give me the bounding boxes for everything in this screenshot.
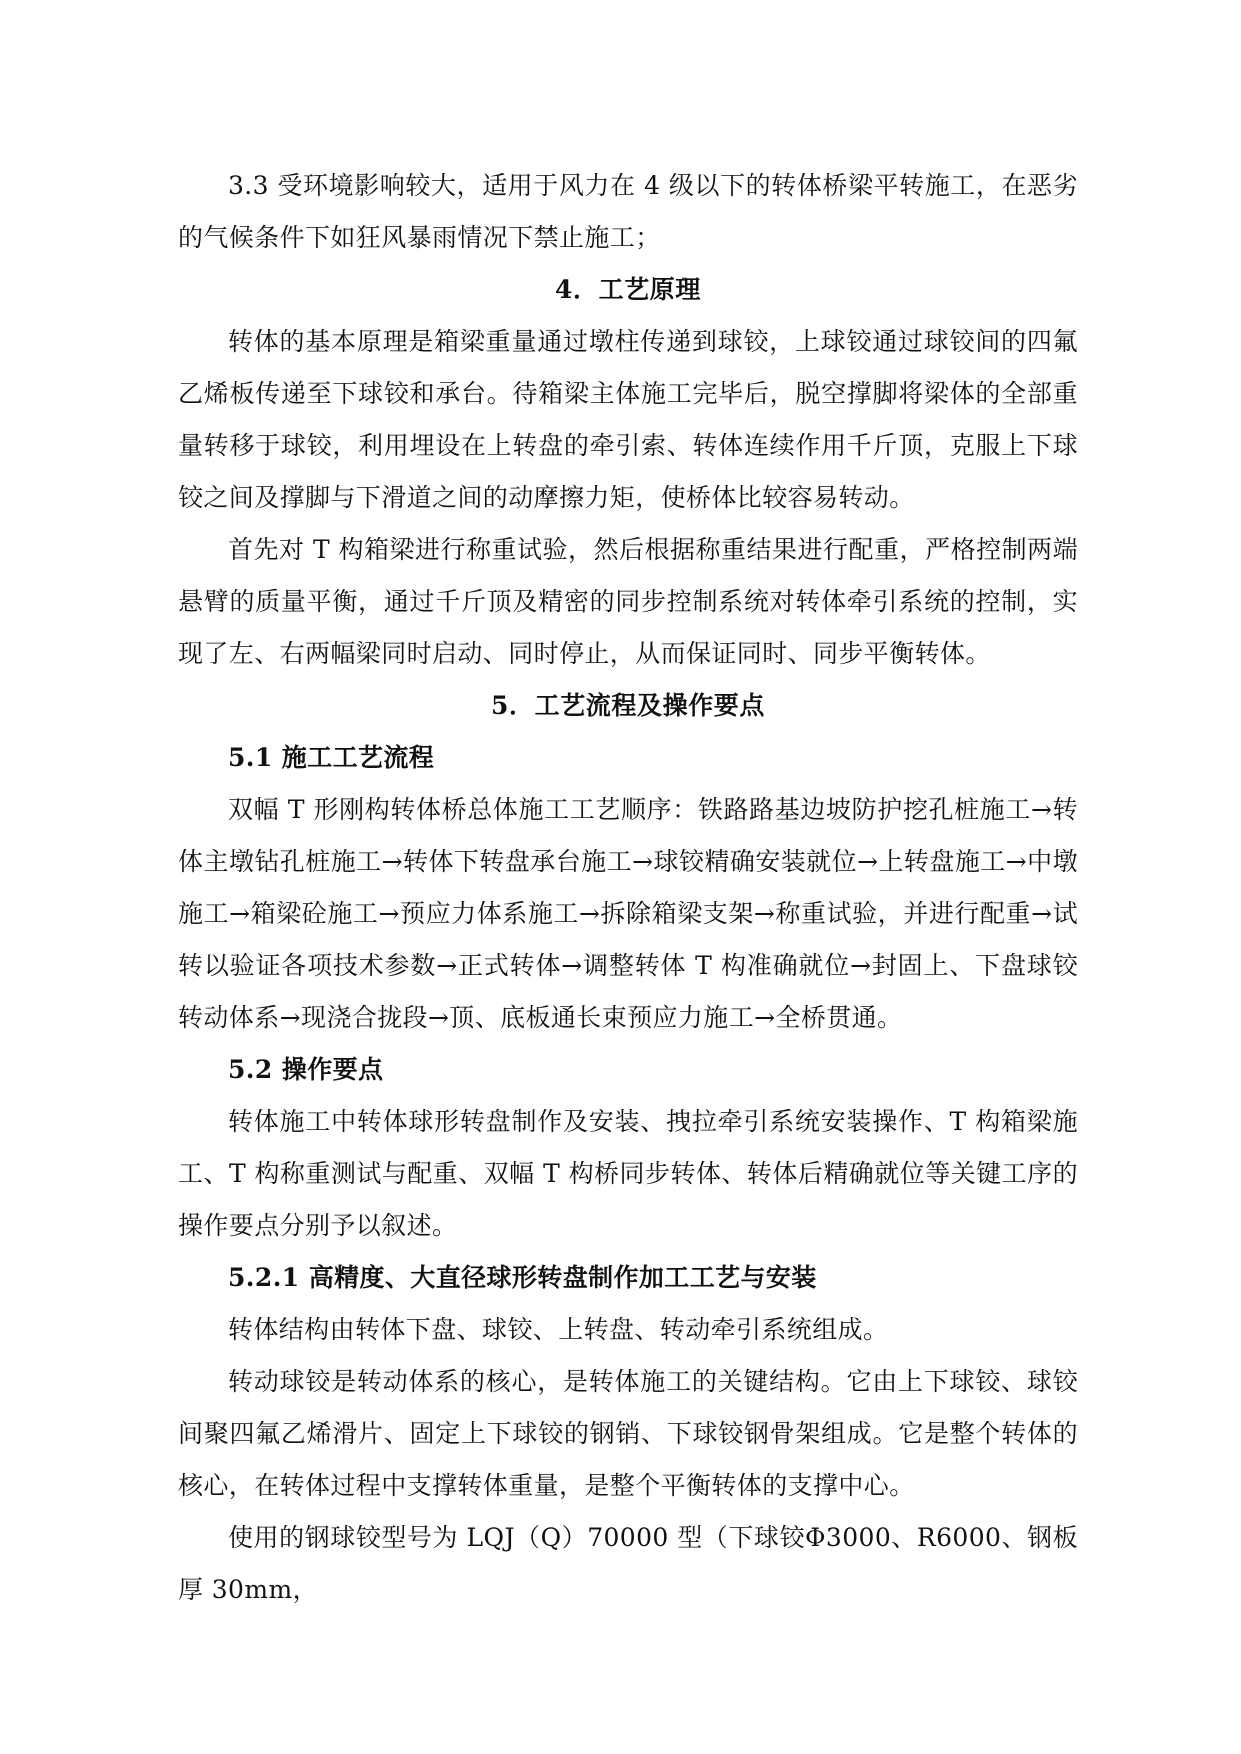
paragraph-principle-1: 转体的基本原理是箱梁重量通过墩柱传递到球铰，上球铰通过球铰间的四氟乙烯板传递至下球铰和承台。待箱梁主体施工完毕后，脱空撑脚将梁体的全部重量转移于球铰，利用埋设在上转盘的牵引索、转体连续作用千斤顶，克服上下球铰之间及撑脚与下滑道之间的动摩擦力矩，使桥体比较容易转动。 — [178, 327, 1078, 512]
subsection-heading-5-2-1: 5.2.1 高精度、大直径球形转盘制作加工工艺与安装 — [228, 1263, 817, 1292]
paragraph-principle-2: 首先对 T 构箱梁进行称重试验，然后根据称重结果进行配重，严格控制两端悬臂的质量平衡，通过千斤顶及精密的同步控制系统对转体牵引系统的控制，实现了左、右两幅梁同时启动、同时停止，从而保证同时、同步平衡转体。 — [178, 535, 1078, 668]
paragraph-structure: 转体结构由转体下盘、球铰、上转盘、转动牵引系统组成。 — [228, 1315, 889, 1344]
paragraph-operation-points: 转体施工中转体球形转盘制作及安装、拽拉牵引系统安装操作、T 构箱梁施工、T 构称重测试与配重、双幅 T 构桥同步转体、转体后精确就位等关键工序的操作要点分别予以叙述。 — [178, 1107, 1078, 1240]
subsection-heading-5-1: 5.1 施工工艺流程 — [228, 743, 435, 772]
section-heading-4: 4．工艺原理 — [555, 275, 701, 304]
paragraph-model: 使用的钢球铰型号为 LQJ（Q）70000 型（下球铰Φ3000、R6000、钢板厚 30mm， — [178, 1523, 1078, 1604]
paragraph-ball-hinge: 转动球铰是转动体系的核心，是转体施工的关键结构。它由上下球铰、球铰间聚四氟乙烯滑片、固定上下球铰的钢销、下球铰钢骨架组成。它是整个转体的核心，在转体过程中支撑转体重量，是整个平衡转体的支撑中心。 — [178, 1367, 1078, 1500]
paragraph-3-3: 3.3 受环境影响较大，适用于风力在 4 级以下的转体桥梁平转施工，在恶劣的气候条件下如狂风暴雨情况下禁止施工； — [178, 171, 1078, 252]
section-heading-5: 5．工艺流程及操作要点 — [491, 691, 765, 720]
document-body — [178, 160, 1078, 1616]
subsection-heading-5-2: 5.2 操作要点 — [228, 1055, 384, 1084]
paragraph-process-flow: 双幅 T 形刚构转体桥总体施工工艺顺序：铁路路基边坡防护挖孔桩施工→转体主墩钻孔桩施工→转体下转盘承台施工→球铰精确安装就位→上转盘施工→中墩施工→箱梁砼施工→预应力体系施工→拆除箱梁支架→称重试验，并进行配重→试转以验证各项技术参数→正式转体→调整转体 T 构准确就位→封固上、下盘球铰转动体系→现浇合拢段→顶、底板通长束预应力施工→全桥贯通。 — [178, 795, 1078, 1032]
